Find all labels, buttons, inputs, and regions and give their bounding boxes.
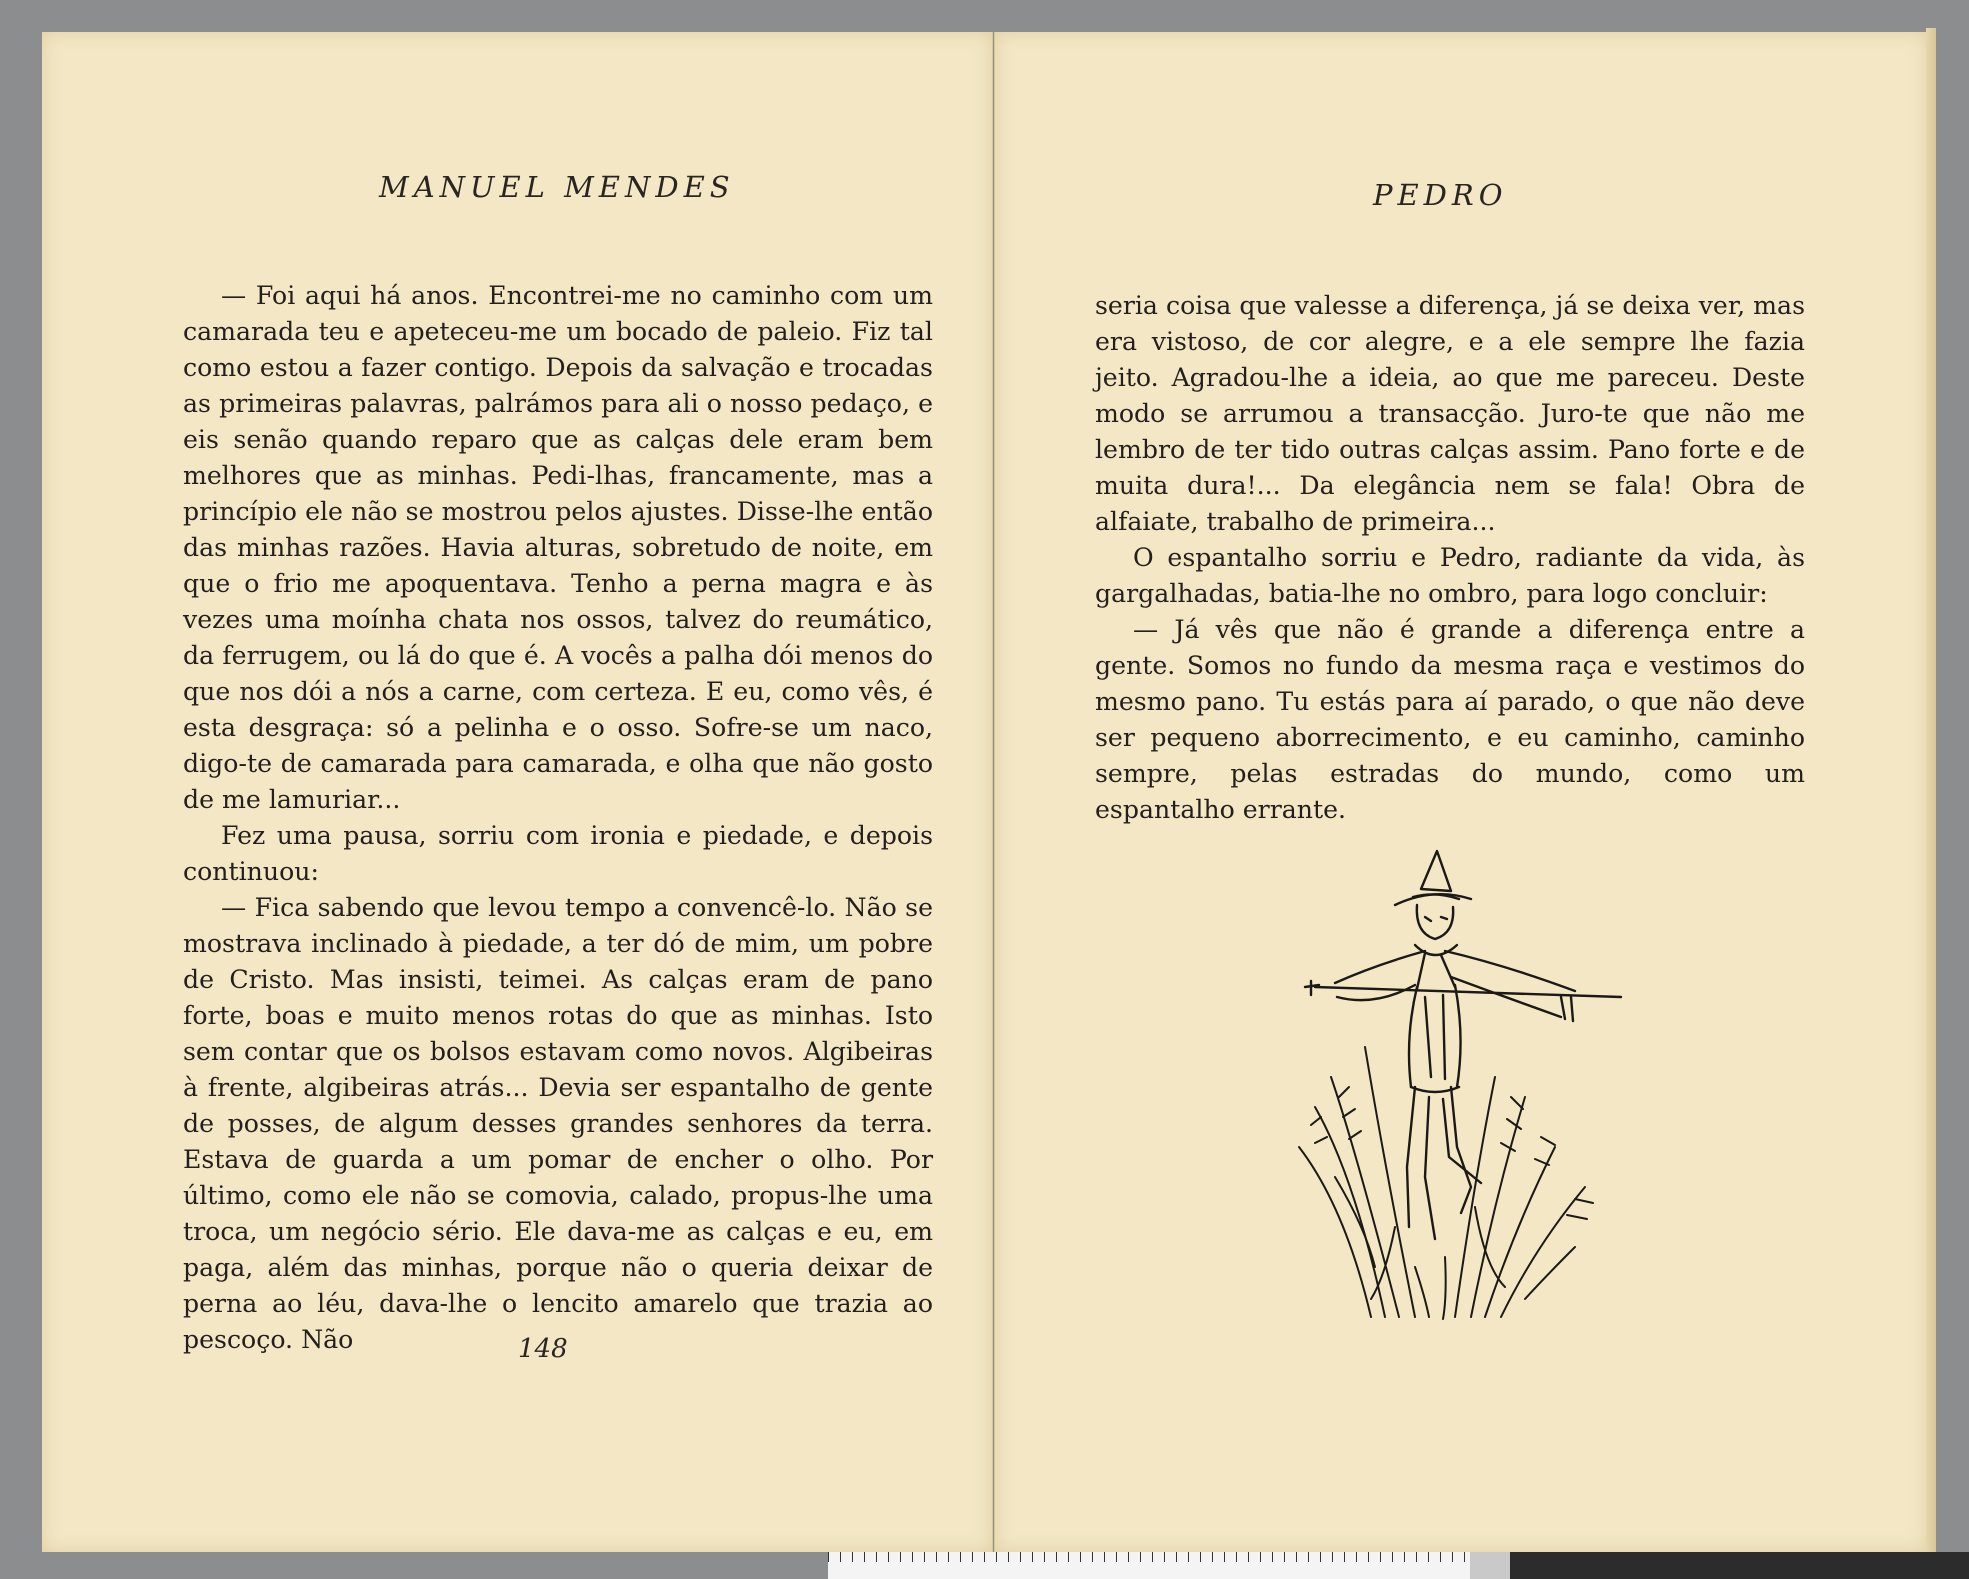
- scale-ruler: [828, 1552, 1969, 1579]
- right-page-text: [1095, 288, 1805, 828]
- paragraph: — Foi aqui há anos. Encontrei-me no caminho com um camarada teu e apeteceu-me um bocado de paleio. Fiz tal como estou a fazer contigo. Depois da salvação e trocadas as primeiras palavras, palrámos para ali o nosso pedaço, e eis senão quando reparo que as calças dele eram bem melhores que as minhas. Pedi-lhas, francamente, mas a princípio ele não se mostrou pelos ajustes. Disse-lhe então das minhas razões. Havia alturas, sobretudo de noite, em que o frio me apoquentava. Tenho a perna magra e às vezes uma moínha chata nos ossos, talvez do reumático, da ferrugem, ou lá do que é. A vocês a palha dói menos do que nos dói a nós a carne, com certeza. E eu, como vês, é esta desgraça: só a pelinha e o osso. Sofre-se um naco, digo-te de camarada para camarada, e olha que não gosto de me lamuriar...: [183, 281, 933, 814]
- paragraph: — Já vês que não é grande a diferença entre a gente. Somos no fundo da mesma raça e vestimos do mesmo pano. Tu estás para aí parado, o que não deve ser pequeno aborrecimento, e eu caminho, caminho sempre, pelas estradas do mundo, como um espantalho errante.: [1095, 615, 1805, 824]
- left-page-text: [183, 278, 933, 1358]
- ruler-scale-segment: [828, 1552, 1470, 1579]
- paragraph: — Fica sabendo que levou tempo a convencê-lo. Não se mostrava inclinado à piedade, a ter dó de mim, um pobre de Cristo. Mas insisti, teimei. As calças eram de pano forte, boas e muito menos rotas do que as minhas. Isto sem contar que os bolsos estavam como novos. Algibeiras à frente, algibeiras atrás... Devia ser espantalho de gente de posses, de algum desses grandes senhores da terra. Estava de guarda a um pomar de encher o olho. Por último, como ele não se comovia, calado, propus-lhe uma troca, um negócio sério. Ele dava-me as calças e eu, em paga, além das minhas, porque não o queria deixar de perna ao léu, dava-lhe o lencito amarelo que trazia ao pescoço. Não: [183, 893, 933, 1354]
- ruler-dark-segment: [1510, 1552, 1969, 1579]
- left-page: [42, 32, 993, 1552]
- paragraph: seria coisa que valesse a diferença, já se deixa ver, mas era vistoso, de cor alegre, e a ele sempre lhe fazia jeito. Agradou-lhe a ideia, ao que me pareceu. Deste modo se arrumou a transacção. Juro-te que não me lembro de ter tido outras calças assim. Pano forte e de muita dura!... Da elegância nem se fala! Obra de alfaiate, trabalho de primeira...: [1095, 291, 1805, 536]
- running-head-title: PEDRO: [1373, 178, 1508, 212]
- scarecrow-illustration: [1275, 847, 1625, 1327]
- paragraph: O espantalho sorriu e Pedro, radiante da vida, às gargalhadas, batia-lhe no ombro, para logo concluir:: [1095, 543, 1805, 608]
- running-head-author: MANUEL MENDES: [379, 170, 735, 204]
- page-number: 148: [518, 1334, 568, 1364]
- paragraph: Fez uma pausa, sorriu com ironia e piedade, e depois continuou:: [183, 821, 933, 886]
- ruler-gray-segment: [1470, 1552, 1510, 1579]
- right-page: [994, 32, 1927, 1552]
- page-edge: [1926, 28, 1936, 1554]
